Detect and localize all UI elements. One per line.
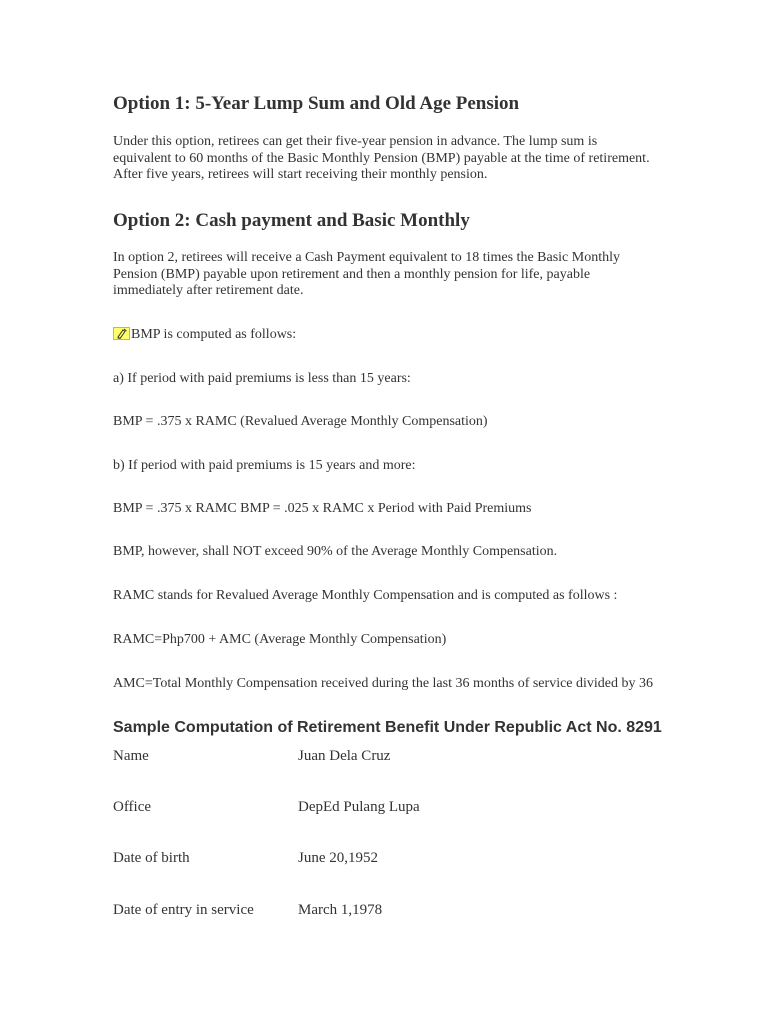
bmp-intro-line xyxy=(113,327,296,343)
ramc-formula: RAMC=Php700 + AMC (Average Monthly Compensation) xyxy=(113,632,447,647)
bmp-formula-a: BMP = .375 x RAMC (Revalued Average Monthly Compensation) xyxy=(113,414,488,429)
row-value: DepEd Pulang Lupa xyxy=(298,799,420,815)
bmp-limit: BMP, however, shall NOT exceed 90% of the Average Monthly Compensation. xyxy=(113,544,558,559)
row-label: Date of birth xyxy=(113,850,190,866)
option-2-body: In option 2, retirees will receive a Cash Payment equivalent to 18 times the Basic Monthly Pension (BMP) payable upon retirement and then a monthly pension for life, payable immediately after retirement date. xyxy=(113,250,620,298)
bmp-formula-b: BMP = .375 x RAMC BMP = .025 x RAMC x Period with Paid Premiums xyxy=(113,501,532,516)
bmp-case-a: a) If period with paid premiums is less than 15 years: xyxy=(113,371,411,386)
row-label: Name xyxy=(113,748,149,764)
bmp-case-b: b) If period with paid premiums is 15 years and more: xyxy=(113,458,416,473)
sample-computation-heading: Sample Computation of Retirement Benefit Under Republic Act No. 8291 xyxy=(113,719,662,736)
option-1-body: Under this option, retirees can get their five-year pension in advance. The lump sum is equivalent to 60 months of the Basic Monthly Pension (BMP) payable at the time of retirement. After five years, retirees will start receiving their monthly pension. xyxy=(113,134,650,182)
row-value: June 20,1952 xyxy=(298,850,378,866)
row-label: Office xyxy=(113,799,152,815)
option-2-heading: Option 2: Cash payment and Basic Monthly xyxy=(113,210,470,231)
ramc-definition: RAMC stands for Revalued Average Monthly Compensation and is computed as follows : xyxy=(113,588,618,603)
row-value: March 1,1978 xyxy=(298,902,383,918)
row-value: Juan Dela Cruz xyxy=(298,748,391,764)
edit-pencil-icon xyxy=(113,327,130,340)
bmp-intro-text: BMP is computed as follows: xyxy=(131,327,297,342)
amc-formula: AMC=Total Monthly Compensation received during the last 36 months of service divided by 36 xyxy=(113,676,653,691)
option-1-heading: Option 1: 5-Year Lump Sum and Old Age Pension xyxy=(113,93,520,114)
row-label: Date of entry in service xyxy=(113,902,254,918)
